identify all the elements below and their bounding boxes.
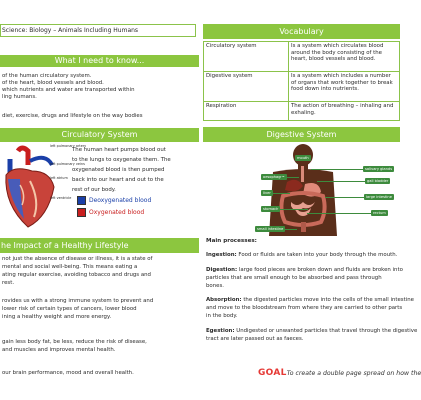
lifestyle-line: ating regular exercise, avoiding tobacco and drugs and xyxy=(2,272,151,278)
process-description: Food or fluids are taken into your body through the mouth. xyxy=(238,252,398,258)
vocab-definition: Is a system which circulates blood around the body consisting of the heart, blood vessels and blood. xyxy=(289,42,400,72)
circulatory-line: oxygenated blood is then pumped xyxy=(72,167,165,173)
lifestyle-line: ining a healthy weight and more energy. xyxy=(2,314,112,320)
vocab-row xyxy=(204,102,400,121)
circulatory-heading: Circulatory System xyxy=(0,128,199,142)
oxygenated-swatch xyxy=(77,208,86,217)
organ-label-gall-bladder: gall bladder xyxy=(367,179,389,183)
process-absorption-line xyxy=(206,297,414,304)
label-connector xyxy=(285,229,297,230)
organ-label-stomach: stomach xyxy=(263,207,279,211)
main-processes-label: Main processes: xyxy=(206,238,257,244)
label-connector xyxy=(278,209,308,210)
process-description: Undigested or unwanted particles that travel through the digestive xyxy=(236,328,418,334)
lifestyle-line: rest. xyxy=(2,280,15,286)
process-term: Absorption: xyxy=(206,297,242,303)
legend-oxygenated xyxy=(77,208,151,217)
heart-label: left pulmonary artery xyxy=(50,144,87,148)
heart-label: left pulmonary veins xyxy=(50,162,85,166)
oxygenated-label: Oxygenated blood xyxy=(89,209,145,216)
organ-label-large-intestine: large intestine xyxy=(366,195,392,199)
process-description: tract are later passed out as faeces. xyxy=(206,336,304,342)
organ-label-liver: liver xyxy=(263,191,271,195)
organ-label-salivary-glands: salivary glands xyxy=(365,167,393,171)
process-ingestion-line xyxy=(206,252,400,259)
blood-legend xyxy=(77,196,151,217)
label-connector xyxy=(281,177,299,178)
vocab-term: Digestive system xyxy=(204,72,289,102)
lifestyle-line: our brain performance, mood and overall health. xyxy=(2,370,134,376)
digestive-heading: Digestive System xyxy=(203,127,400,142)
label-connector xyxy=(317,181,365,182)
lifestyle-line: mental and social well-being. This means eating a xyxy=(2,264,138,270)
legend-deoxygenated xyxy=(77,196,151,205)
process-description: bones. xyxy=(206,283,224,289)
process-digestion-line xyxy=(206,267,403,274)
topic-title: Science: Biology – Animals Including Humans xyxy=(0,24,196,37)
circulatory-line: The human heart pumps blood out xyxy=(72,147,166,153)
lifestyle-line: and muscles and improves mental health. xyxy=(2,347,116,353)
label-connector xyxy=(311,169,363,170)
digestive-diagram xyxy=(203,144,400,236)
goal-text: To create a double page spread on how the xyxy=(286,370,421,377)
heart-label: left atrium xyxy=(50,176,68,180)
process-description: particles that are small enough to be absorbed and pass through xyxy=(206,275,382,281)
process-term: Ingestion: xyxy=(206,252,237,258)
vocab-term: Circulatory system xyxy=(204,42,289,72)
goal-logo: GOAL xyxy=(258,368,287,378)
need-to-know-heading: What I need to know... xyxy=(0,55,199,67)
lifestyle-line: not just the absence of disease or illness, it is a state of xyxy=(2,256,153,262)
organ-label-oesophagus: oesophagus xyxy=(263,175,285,179)
organ-label-small-intestine: small intestine xyxy=(257,227,284,231)
organ-label-rectum: rectum xyxy=(373,211,386,215)
process-description: large food pieces are broken down and fluids are broken into xyxy=(238,267,403,273)
vocab-row xyxy=(204,42,400,72)
need-to-know-line: of the heart, blood vessels and blood. xyxy=(2,80,104,86)
lifestyle-line: gain less body fat, be less, reduce the risk of disease, xyxy=(2,339,147,345)
process-term: Digestion: xyxy=(206,267,238,273)
heart-diagram xyxy=(0,144,87,233)
need-to-know-line: which nutrients and water are transported within xyxy=(2,87,135,93)
process-egestion-line xyxy=(206,328,418,335)
label-connector xyxy=(325,197,364,198)
process-description: and move to the bloodstream from where they are carried to other parts xyxy=(206,305,403,311)
circulatory-line: to the lungs to oxygenate them. The xyxy=(72,157,171,163)
circulatory-line: back into our heart and out to the xyxy=(72,177,164,183)
vocab-term: Respiration xyxy=(204,102,289,121)
circulatory-line: rest of our body. xyxy=(72,187,116,193)
process-description: the digested particles move into the cells of the small intestine xyxy=(243,297,414,303)
need-to-know-line: ling humans. xyxy=(2,94,37,100)
process-term: Egestion: xyxy=(206,328,235,334)
vocab-definition: The action of breathing – inhaling and exhaling. xyxy=(289,102,400,121)
heart-label: left ventricle xyxy=(50,196,72,200)
label-connector xyxy=(307,213,371,214)
process-description: in the body. xyxy=(206,313,238,319)
vocabulary-heading: Vocabulary xyxy=(203,24,400,39)
deoxygenated-label: Deoxygenated blood xyxy=(89,197,152,204)
lifestyle-line: lower risk of certain types of cancers, lower blood xyxy=(2,306,137,312)
heart-illustration xyxy=(0,145,70,233)
need-to-know-line: of the human circulatory system. xyxy=(2,73,92,79)
lifestyle-line: rovides us with a strong immune system to prevent and xyxy=(2,298,154,304)
vocabulary-table xyxy=(203,41,400,121)
deoxygenated-swatch xyxy=(77,196,86,205)
goal-banner xyxy=(258,360,421,378)
vocab-row xyxy=(204,72,400,102)
label-connector xyxy=(272,193,290,194)
lifestyle-heading: he Impact of a Healthy Lifestyle xyxy=(0,238,199,253)
organ-label-mouth: mouth xyxy=(297,156,309,160)
vocab-definition: Is a system which includes a number of organs that work together to break food down into nutrients. xyxy=(289,72,400,102)
need-to-know-line: diet, exercise, drugs and lifestyle on the way bodies xyxy=(2,113,143,119)
